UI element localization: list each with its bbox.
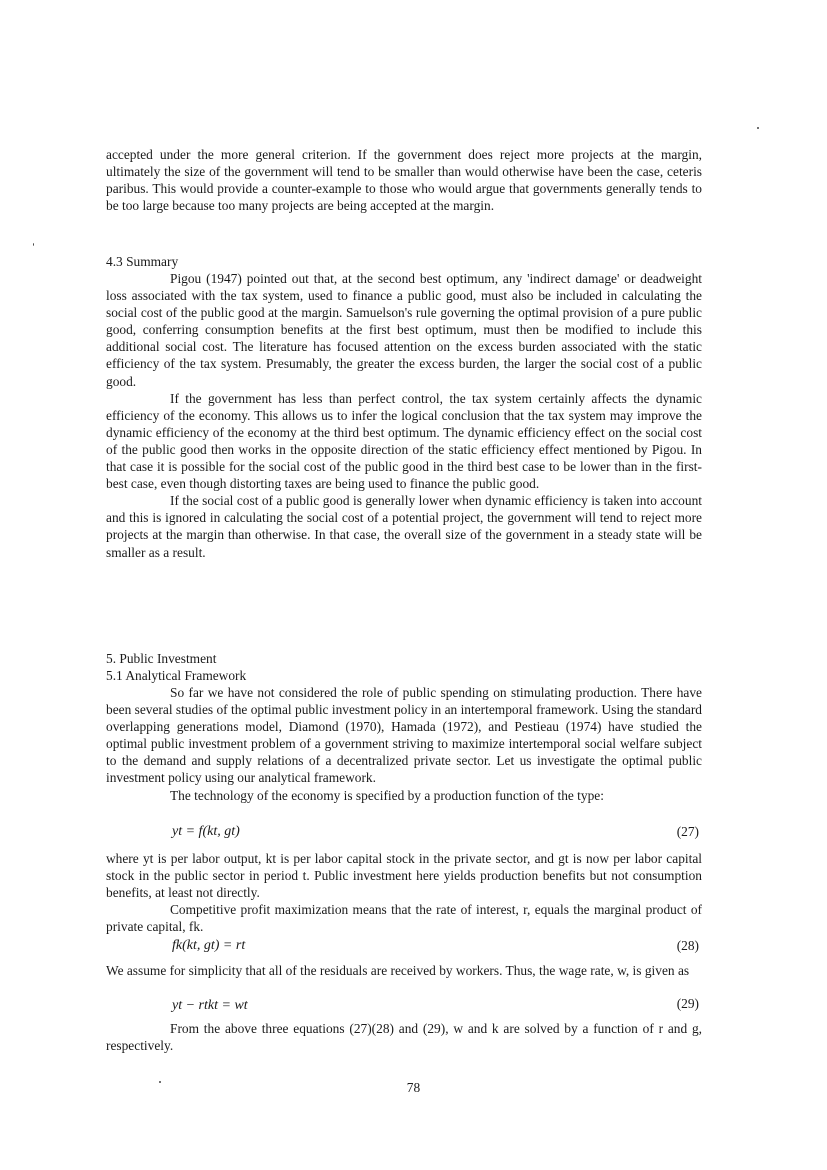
- equation-29: yt − rtkt = wt: [172, 998, 248, 1013]
- page-number: 78: [406, 1080, 421, 1095]
- paragraph-control: If the government has less than perfect control, the tax system certainly affects the dynamic efficiency of the economy. This allows us to infer the logical conclusion that the tax system may improve the dynamic efficiency of the economy at the third best optimum. The dynamic efficiency effect on the social cost of the public good then works in the opposite direction of the static efficiency effect mentioned by Pigou. In that case it is possible for the social cost of the public good in the third best case to be lower than in the first-best case, even though distorting taxes are being used to finance the public good.: [106, 390, 702, 492]
- equation-28: fk(kt, gt) = rt: [172, 938, 246, 953]
- equation-27-number: (27): [676, 824, 699, 839]
- public-investment-section: [106, 684, 702, 804]
- paragraph-so-far: So far we have not considered the role of public spending on stimulating production. There have been several studies of the optimal public investment policy in an intertemporal framework. Using the standard overlapping generations model, Diamond (1970), Hamada (1972), and Pestieau (1974) have studied the optimal public investment problem of a government striving to maximize intertemporal social welfare subject to the demand and supply relations of a decentralized private sector. Let us investigate the optimal public investment policy using our analytical framework.: [106, 685, 702, 786]
- paragraph-intro: accepted under the more general criterion. If the government does reject more projects at the margin, ultimately the size of the government will tend to be smaller than would otherwise have been the case, ceteris paribus. This would provide a counter-example to those who would argue that governments generally tends to be too large because too many projects are being accepted at the margin.: [106, 147, 702, 214]
- section-heading-5: 5. Public Investment: [106, 651, 217, 666]
- scan-speck: [33, 243, 34, 246]
- paragraph-pigou: Pigou (1947) pointed out that, at the second best optimum, any 'indirect damage' or deadweight loss associated with the tax system, used to finance a public good, must also be included in calculating the social cost of the public good at the margin. Samuelson's rule governing the optimal provision of a pure public good, conferring consumption benefits at the first best optimum, must then be modified to include this additional social cost. The literature has focused attention on the excess burden associated with the static efficiency of the tax system. Presumably, the greater the excess burden, the larger the social cost of a public good.: [106, 271, 702, 389]
- where-section: [106, 850, 702, 935]
- section-heading-5-1: 5.1 Analytical Framework: [106, 668, 247, 683]
- paragraph-social-cost: If the social cost of a public good is generally lower when dynamic efficiency is taken into account and this is ignored in calculating the social cost of a potential project, the government will tend to reject more projects at the margin than otherwise. In that case, the overall size of the government in a steady state will be smaller as a result.: [106, 493, 702, 560]
- equation-29-number: (29): [676, 996, 699, 1011]
- paragraph-assume: We assume for simplicity that all of the residuals are received by workers. Thus, the wage rate, w, is given as: [106, 963, 690, 978]
- from-section: [106, 1020, 702, 1054]
- scan-speck: [757, 127, 759, 129]
- paragraph-competitive: Competitive profit maximization means that the rate of interest, r, equals the marginal product of private capital, fk.: [106, 902, 702, 935]
- scan-speck: [159, 1081, 161, 1083]
- assume-section: [106, 962, 702, 979]
- intro-paragraph: [106, 146, 702, 214]
- summary-section: [106, 270, 702, 561]
- equation-28-number: (28): [676, 938, 699, 953]
- paragraph-technology: The technology of the economy is specified by a production function of the type:: [170, 787, 604, 803]
- paragraph-from: From the above three equations (27)(28) and (29), w and k are solved by a function of r and g, respectively.: [106, 1021, 702, 1054]
- paragraph-where: where yt is per labor output, kt is per labor capital stock in the private sector, and gt is now per labor capital stock in the public sector in period t. Public investment here yields production benefits but not consumption benefits, at least not directly.: [106, 851, 702, 901]
- equation-27: yt = f(kt, gt): [172, 824, 240, 839]
- section-heading-4-3: 4.3 Summary: [106, 254, 179, 269]
